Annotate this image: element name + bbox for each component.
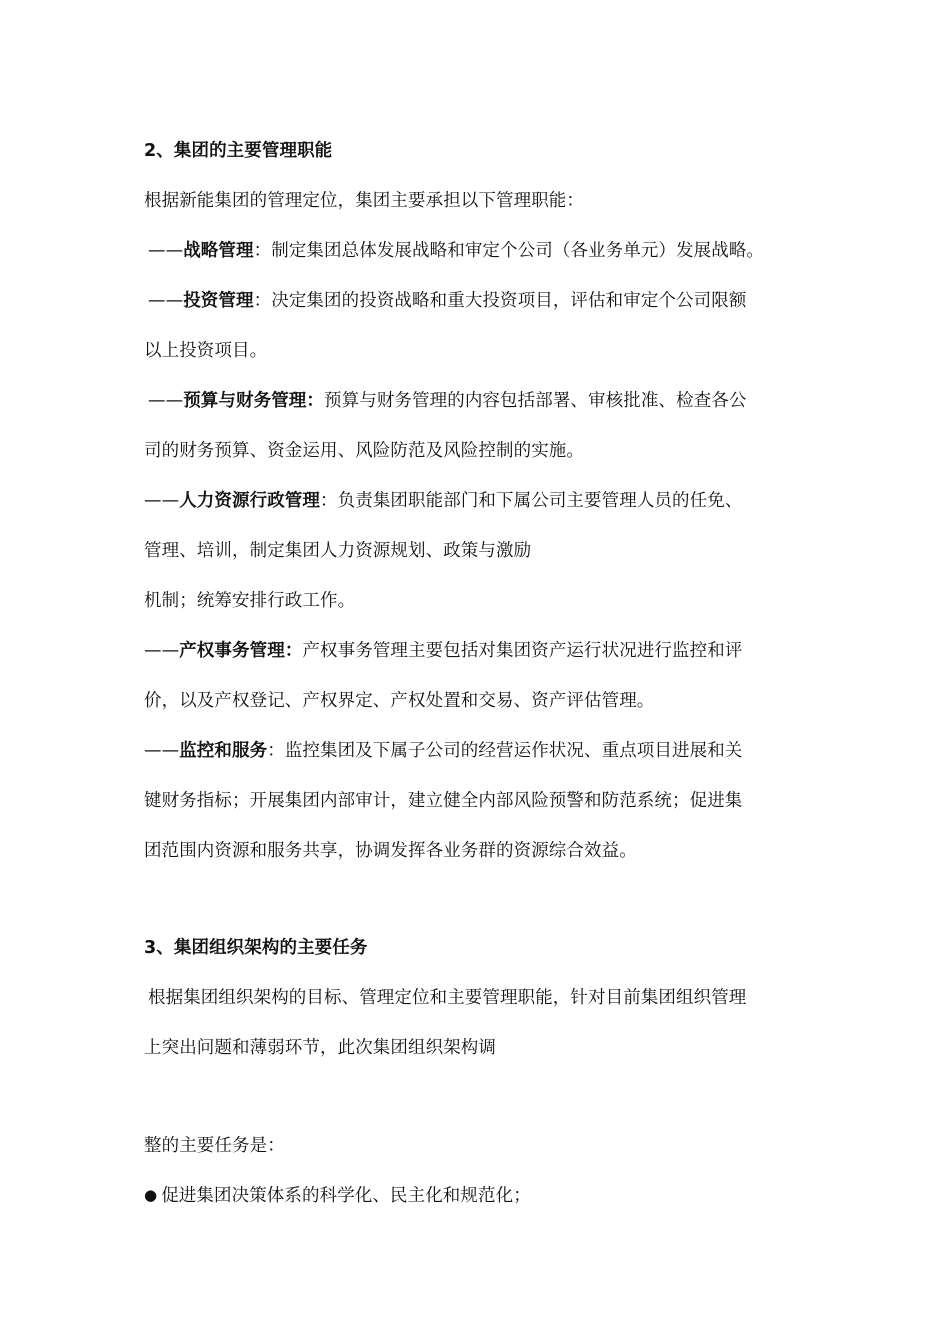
item-sep: ：	[284, 641, 303, 661]
item-monitor-line2: 键财务指标；开展集团内部审计，建立健全内部风险预警和防范系统；促进集	[144, 791, 743, 811]
section3-heading: 3、集团组织架构的主要任务	[144, 938, 368, 958]
section3-para-line3: 整的主要任务是：	[144, 1136, 285, 1156]
item-dash: ——	[148, 391, 184, 411]
item-title: 产权事务管理	[179, 641, 285, 661]
item-investment-line1	[148, 290, 746, 312]
item-sep: ：	[253, 241, 272, 261]
item-text: 产权事务管理主要包括对集团资产运行状况进行监控和评	[302, 641, 743, 661]
item-monitor-line3: 团范围内资源和服务共享，协调发挥各业务群的资源综合效益。	[144, 841, 637, 861]
bullet-icon: ●	[144, 1186, 158, 1204]
item-sep: ：	[320, 491, 338, 511]
item-title: 人力资源行政管理	[179, 491, 321, 511]
item-dash: ——	[148, 291, 184, 311]
item-property-line2: 价，以及产权登记、产权界定、产权处置和交易、资产评估管理。	[144, 691, 655, 711]
item-hr-line3: 机制；统筹安排行政工作。	[144, 591, 356, 611]
section3-para-line1: 根据集团组织架构的目标、管理定位和主要管理职能，针对目前集团组织管理	[148, 988, 747, 1008]
item-text: 预算与财务管理的内容包括部署、审核批准、检查各公	[324, 391, 747, 411]
section2-intro: 根据新能集团的管理定位，集团主要承担以下管理职能：	[144, 191, 584, 211]
item-monitor-line1	[144, 740, 742, 762]
item-sep: ：	[306, 391, 325, 411]
item-sep: ：	[267, 741, 285, 761]
item-strategy-line1	[148, 240, 764, 262]
item-text: 决定集团的投资战略和重大投资项目，评估和审定个公司限额	[271, 291, 747, 311]
item-text: 监控集团及下属子公司的经营运作状况、重点项目进展和关	[284, 741, 743, 761]
item-hr-line2: 管理、培训，制定集团人力资源规划、政策与激励	[144, 541, 532, 561]
item-property-line1	[144, 640, 742, 662]
item-text: 负责集团职能部门和下属公司主要管理人员的任免、	[337, 491, 743, 511]
item-dash: ——	[144, 641, 180, 661]
bullet-text: 促进集团决策体系的科学化、民主化和规范化；	[161, 1186, 531, 1206]
item-sep: ：	[253, 291, 272, 311]
section2-heading: 2、集团的主要管理职能	[144, 141, 333, 161]
section3-bullet-item	[144, 1185, 531, 1207]
item-title: 预算与财务管理	[183, 391, 307, 411]
item-budget-line2: 司的财务预算、资金运用、风险防范及风险控制的实施。	[144, 441, 584, 461]
item-dash: ——	[144, 741, 180, 761]
item-dash: ——	[148, 241, 184, 261]
item-text: 制定集团总体发展战略和审定个公司（各业务单元）发展战略。	[271, 241, 765, 261]
item-investment-line2: 以上投资项目。	[144, 341, 268, 361]
item-dash: ——	[144, 491, 180, 511]
item-hr-line1	[144, 490, 742, 512]
section3-para-line2: 上突出问题和薄弱环节，此次集团组织架构调	[144, 1038, 496, 1058]
item-title: 战略管理	[183, 241, 254, 261]
item-budget-line1	[148, 390, 746, 412]
item-title: 投资管理	[183, 291, 254, 311]
item-title: 监控和服务	[179, 741, 268, 761]
